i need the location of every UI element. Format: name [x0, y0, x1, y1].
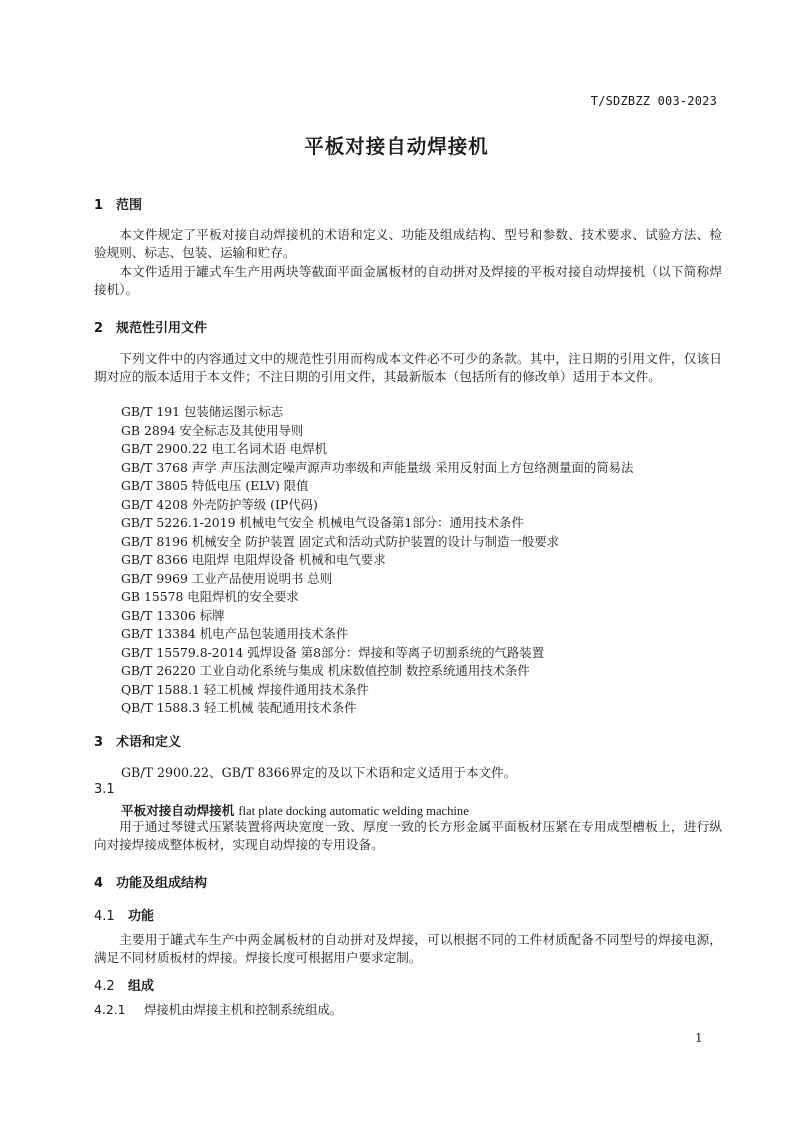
section-number: 4	[94, 876, 104, 891]
reference-item: GB/T 15579.8-2014 弧焊设备 第8部分：焊接和等离子切割系统的气路装置	[121, 644, 545, 660]
subsection-4-1-heading	[94, 905, 154, 924]
term-entry	[121, 800, 469, 819]
clause-4-2-1	[94, 1000, 342, 1018]
term-number: 3.1	[94, 782, 115, 797]
section-number: 2	[94, 321, 104, 336]
term-english: flat plate docking automatic welding machine	[238, 804, 469, 818]
term-definition: 用于通过琴键式压紧装置将两块宽度一致、厚度一致的长方形金属平面板材压紧在专用成型槽板上，进行纵向对接焊接成整体板材，实现自动焊接的专用设备。	[94, 819, 722, 852]
reference-item: GB/T 8196 机械安全 防护装置 固定式和活动式防护装置的设计与制造一般要求	[121, 533, 560, 549]
section-title: 范围	[116, 198, 143, 213]
terms-intro: GB/T 2900.22、GB/T 8366界定的及以下术语和定义适用于本文件。	[121, 765, 517, 780]
references-intro: 下列文件中的内容通过文中的规范性引用而构成本文件必不可少的条款。其中，注日期的引用文件，仅该日期对应的版本适用于本文件；不注日期的引用文件，其最新版本（包括所有的修改单）适用于本文件。	[94, 351, 722, 384]
reference-item: GB 2894 安全标志及其使用导则	[121, 422, 304, 438]
reference-item: GB/T 13384 机电产品包装通用技术条件	[121, 626, 349, 641]
subsection-number: 4.1	[94, 909, 115, 924]
reference-item: GB/T 3768 声学 声压法测定噪声源声功率级和声能量级 采用反射面上方包络测量面的简易法	[121, 459, 634, 475]
section-3-heading	[94, 731, 181, 750]
section-title: 功能及组成结构	[116, 876, 208, 891]
subsection-title: 组成	[128, 979, 155, 994]
reference-item: GB/T 4208 外壳防护等级 (IP代码)	[121, 496, 318, 512]
page-number: 1	[695, 1031, 703, 1045]
scope-paragraph-2: 本文件适用于罐式车生产用两块等截面平面金属板材的自动拼对及焊接的平板对接自动焊接机（以下简称焊接机）。	[94, 264, 722, 297]
reference-item: QB/T 1588.1 轻工机械 焊接件通用技术条件	[121, 681, 369, 697]
clause-text: 焊接机由焊接主机和控制系统组成。	[144, 1002, 343, 1017]
reference-item: GB/T 5226.1-2019 机械电气安全 机械电气设备第1部分：通用技术条件	[121, 515, 524, 530]
section-number: 3	[94, 735, 104, 750]
page-title: 平板对接自动焊接机	[304, 135, 489, 158]
subsection-number: 4.2	[94, 979, 115, 994]
clause-number: 4.2.1	[94, 1002, 126, 1017]
reference-item: GB/T 26220 工业自动化系统与集成 机床数值控制 数控系统通用技术条件	[121, 663, 530, 678]
reference-item: QB/T 1588.3 轻工机械 装配通用技术条件	[121, 700, 357, 715]
section-4-heading	[94, 872, 207, 891]
reference-item: GB 15578 电阻焊机的安全要求	[121, 589, 299, 604]
reference-item: GB/T 8366 电阻焊 电阻焊设备 机械和电气要求	[121, 552, 386, 567]
reference-list	[121, 403, 633, 718]
reference-item: GB/T 9969 工业产品使用说明书 总则	[121, 570, 333, 586]
scope-paragraph-1: 本文件规定了平板对接自动焊接机的术语和定义、功能及组成结构、型号和参数、技术要求、试验方法、检验规则、标志、包装、运输和贮存。	[94, 227, 722, 260]
section-title: 规范性引用文件	[116, 321, 208, 336]
reference-item: GB/T 13306 标牌	[121, 607, 225, 623]
reference-item: GB/T 191 包装储运图示标志	[121, 404, 284, 419]
function-paragraph: 主要用于罐式车生产中两金属板材的自动拼对及焊接，可以根据不同的工件材质配备不同型号的焊接电源，满足不同材质板材的焊接。焊接长度可根据用户要求定制。	[94, 932, 722, 965]
subsection-4-2-heading	[94, 975, 154, 994]
document-number: T/SDZBZZ 003-2023	[590, 94, 717, 108]
subsection-title: 功能	[128, 909, 155, 924]
term-chinese: 平板对接自动焊接机	[121, 803, 235, 818]
section-2-heading	[94, 317, 207, 336]
section-title: 术语和定义	[116, 735, 182, 750]
reference-item: GB/T 2900.22 电工名词术语 电焊机	[121, 441, 328, 456]
reference-item: GB/T 3805 特低电压 (ELV) 限值	[121, 478, 309, 493]
section-1-heading	[94, 194, 142, 213]
section-number: 1	[94, 198, 104, 213]
